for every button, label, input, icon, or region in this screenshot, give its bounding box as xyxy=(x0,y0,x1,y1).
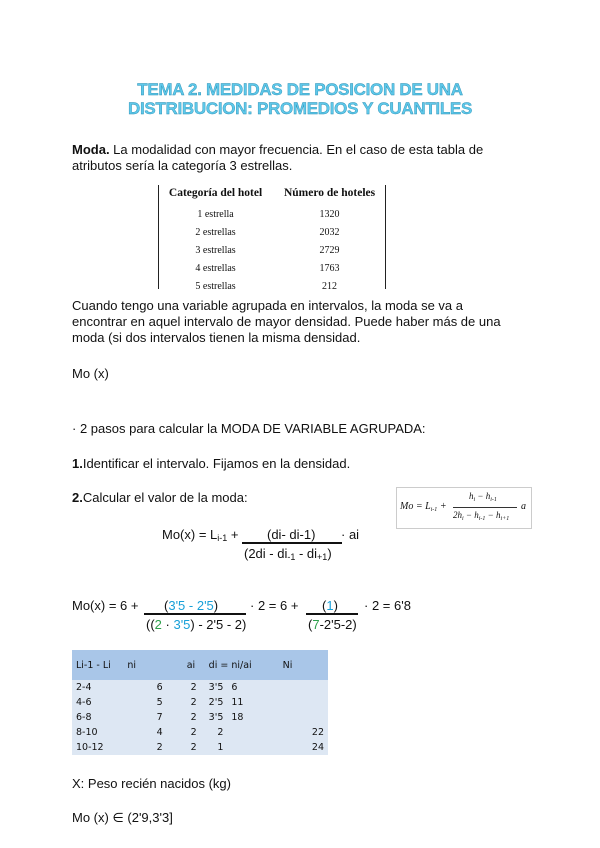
cell-interval: 2-4 xyxy=(72,680,123,695)
cell-di: 3'5 xyxy=(201,680,228,695)
calculation-fraction-bar-2 xyxy=(306,613,358,615)
header-category: Categoría del hotel xyxy=(168,187,263,199)
cell-ai: 2 xyxy=(167,710,201,725)
cell-interval: 6-8 xyxy=(72,710,123,725)
cell-category: 1 estrella xyxy=(197,208,234,220)
cell-ai: 2 xyxy=(167,740,201,755)
cell-ai: 2 xyxy=(167,695,201,710)
table-row xyxy=(72,680,328,695)
density-table xyxy=(72,650,328,755)
density-table-wrapper xyxy=(72,650,328,755)
mode-formula-image xyxy=(396,487,532,529)
cell-Ni: 11 xyxy=(227,695,278,710)
cell-ni: 5 xyxy=(123,695,166,710)
calculation-numerator-1: (3'5 - 2'5) xyxy=(164,598,219,613)
mode-formula-numerator: (di- di-1) xyxy=(267,527,316,542)
mode-formula-times: · ai xyxy=(341,527,360,542)
cell-Ni: 6 xyxy=(227,680,278,695)
cell-ai: 2 xyxy=(167,680,201,695)
moda-definition xyxy=(72,142,532,174)
cell-count: 212 xyxy=(322,280,338,292)
cell-Ni-right xyxy=(279,695,328,710)
steps-heading: · 2 pasos para calcular la MODA DE VARIABLE AGRUPADA: xyxy=(72,421,426,436)
header-count: Número de hoteles xyxy=(283,187,376,199)
cell-category: 4 estrellas xyxy=(195,262,236,274)
cell-Ni xyxy=(227,740,278,755)
cell-Ni: 18 xyxy=(227,710,278,725)
mode-formula-fraction-bar xyxy=(242,542,342,544)
table-row xyxy=(72,710,328,725)
calculation-result: · 2 = 6'8 xyxy=(364,598,411,613)
cell-Ni-right xyxy=(279,710,328,725)
page-title-line-1: TEMA 2. MEDIDAS DE POSICION DE UNA xyxy=(137,80,463,99)
cell-di: 2 xyxy=(201,725,228,740)
cell-count: 2729 xyxy=(319,244,340,256)
cell-count: 2032 xyxy=(319,226,340,238)
header-interval: Li-1 - Li xyxy=(72,650,123,680)
formula-numerator: $h_i - h_{i-1}$ xyxy=(469,491,497,503)
step-1-number: 1. xyxy=(72,456,83,471)
cell-ai: 2 xyxy=(167,725,201,740)
variable-description: X: Peso recién nacidos (kg) xyxy=(72,776,231,791)
header-Ni: Ni xyxy=(279,650,328,680)
mode-formula-lhs: $Mo(x) = L_{i-1}$ + xyxy=(162,527,239,543)
paragraph-line: encontrar en aquel intervalo de mayor densidad. Puede haber más de una xyxy=(72,314,501,329)
table-right-border xyxy=(385,185,386,289)
mode-formula-denominator: $(2di - di_{-1} - di_{+1})$ xyxy=(244,546,332,562)
mode-interval: Mo (x) ∈ (2'9,3'3] xyxy=(72,810,173,826)
cell-count: 1320 xyxy=(319,208,340,220)
cell-di: 3'5 xyxy=(201,710,228,725)
cell-Ni xyxy=(227,725,278,740)
formula-denominator: $2h_i - h_{i-1} - h_{i+1}$ xyxy=(453,510,510,522)
step-1 xyxy=(72,456,532,472)
table-header-row xyxy=(72,650,328,680)
cell-category: 2 estrellas xyxy=(195,226,236,238)
table-left-border xyxy=(158,185,159,289)
calculation-lhs: Mo(x) = 6 + xyxy=(72,598,139,613)
table-row xyxy=(158,277,386,295)
cell-ni: 6 xyxy=(123,680,166,695)
cell-ni: 2 xyxy=(123,740,166,755)
header-di: di = ni/ai xyxy=(201,650,279,680)
calculation-denominator-2: (7-2'5-2) xyxy=(308,617,357,632)
cell-count: 1763 xyxy=(319,262,340,274)
moda-term: Moda. xyxy=(72,142,110,157)
header-ai: ai xyxy=(167,650,201,680)
table-row xyxy=(72,740,328,755)
hotel-category-table xyxy=(158,185,386,291)
step-2-text: Calcular el valor de la moda: xyxy=(82,490,248,505)
table-row xyxy=(158,241,386,259)
header-ni: ni xyxy=(123,650,166,680)
cell-ni: 4 xyxy=(123,725,166,740)
cell-di: 1 xyxy=(201,740,228,755)
page-title-line-2: DISTRIBUCION: PROMEDIOS Y CUANTILES xyxy=(127,99,472,118)
calculation-denominator-1: ((2 · 3'5) - 2'5 - 2) xyxy=(146,617,247,632)
mo-x-label: Mo (x) xyxy=(72,366,109,381)
moda-text-1: La modalidad con mayor frecuencia. En el caso de esta tabla de xyxy=(109,142,484,157)
cell-interval: 10-12 xyxy=(72,740,123,755)
cell-category: 5 estrellas xyxy=(195,280,236,292)
cell-Ni-right: 22 xyxy=(279,725,328,740)
calculation-numerator-2: (1) xyxy=(322,598,338,613)
paragraph-line: Cuando tengo una variable agrupada en intervalos, la moda se va a xyxy=(72,298,463,313)
cell-interval: 8-10 xyxy=(72,725,123,740)
table-row xyxy=(158,205,386,223)
cell-Ni-right xyxy=(279,680,328,695)
calculation-fraction-bar-1 xyxy=(144,613,246,615)
cell-di: 2'5 xyxy=(201,695,228,710)
cell-category: 3 estrellas xyxy=(195,244,236,256)
cell-interval: 4-6 xyxy=(72,695,123,710)
formula-fraction-bar xyxy=(453,507,517,508)
table-row xyxy=(158,223,386,241)
step-1-text: Identificar el intervalo. Fijamos en la densidad. xyxy=(82,456,351,471)
formula-lhs: $Mo = L_{i-1}$ + xyxy=(400,501,447,513)
table-row xyxy=(158,259,386,277)
cell-Ni-right: 24 xyxy=(279,740,328,755)
calculation-mid: · 2 = 6 + xyxy=(250,598,299,613)
formula-tail: a xyxy=(521,501,526,512)
paragraph-line: moda (si dos intervalos tienen la misma densidad. xyxy=(72,330,361,345)
step-2-number: 2. xyxy=(72,490,83,505)
moda-text-2: atributos sería la categoría 3 estrellas. xyxy=(72,158,293,173)
hotel-table xyxy=(158,185,386,295)
cell-ni: 7 xyxy=(123,710,166,725)
table-row xyxy=(72,725,328,740)
grouped-variable-paragraph xyxy=(72,298,542,346)
table-row xyxy=(72,695,328,710)
